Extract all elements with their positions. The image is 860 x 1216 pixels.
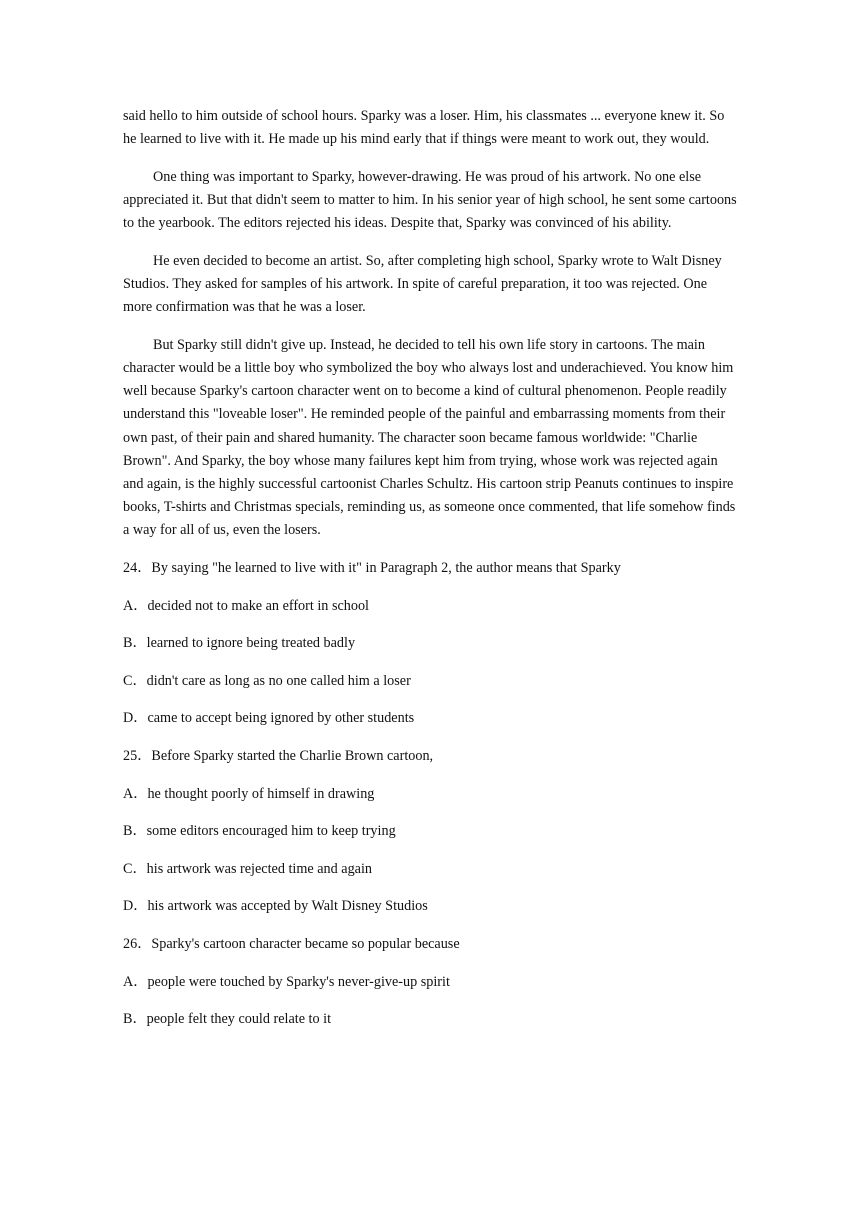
question-stem: By saying "he learned to live with it" in Paragraph 2, the author means that Sparky	[151, 560, 621, 577]
passage-paragraph: But Sparky still didn't give up. Instead, he decided to tell his own life story in cartoons. The main character would be a little boy who symbolized the boy who always lost and underachieved. You know him well because Sparky's cartoon character went on to become a kind of cultural phenomenon. People readily understand this "loveable loser". He reminded people of the painful and embarrassing moments from their own past, of their pain and shared humanity. The character soon became famous worldwide: "Charlie Brown". And Sparky, the boy whose many failures kept him from trying, whose work was rejected again and again, is the highly successful cartoonist Charles Schultz. His cartoon strip Peanuts continues to inspire books, T-shirts and Christmas specials, reminding us, as someone once commented, that life somehow finds a way for all of us, even the losers.	[123, 336, 736, 539]
option-text: decided not to make an effort in school	[147, 597, 369, 614]
option-25-b	[123, 820, 738, 843]
document-page	[123, 105, 738, 1046]
option-25-c	[123, 858, 738, 881]
option-label: D．	[123, 710, 148, 727]
passage-paragraph: said hello to him outside of school hours. Sparky was a loser. Him, his classmates ... everyone knew it. So he learned to live with it. He made up his mind early that if things were meant to work out, they would.	[123, 108, 725, 148]
option-text: didn't care as long as no one called him a loser	[146, 672, 411, 689]
option-text: learned to ignore being treated badly	[146, 635, 356, 652]
option-text: people felt they could relate to it	[146, 1011, 332, 1028]
option-label: D．	[123, 898, 148, 915]
option-text: his artwork was rejected time and again	[146, 860, 372, 877]
option-24-d	[123, 707, 738, 730]
passage-paragraph: He even decided to become an artist. So, after completing high school, Sparky wrote to Walt Disney Studios. They asked for samples of his artwork. In spite of careful preparation, it too was rejected. One more confirmation was that he was a loser.	[123, 252, 722, 316]
option-text: his artwork was accepted by Walt Disney Studios	[147, 898, 428, 915]
question-number: 25．	[123, 747, 152, 764]
question-number: 26．	[123, 935, 152, 952]
option-label: B．	[123, 1011, 147, 1028]
question-number: 24．	[123, 560, 152, 577]
option-text: people were touched by Sparky's never-give-up spirit	[147, 973, 450, 990]
option-25-d	[123, 895, 738, 918]
option-25-a	[123, 783, 738, 806]
option-label: B．	[123, 635, 147, 652]
option-26-b	[123, 1008, 738, 1031]
option-label: A．	[123, 973, 148, 990]
option-text: some editors encouraged him to keep trying	[146, 823, 396, 840]
question-26	[123, 933, 738, 956]
option-26-a	[123, 971, 738, 994]
option-text: came to accept being ignored by other students	[147, 710, 415, 727]
option-label: C．	[123, 672, 147, 689]
option-label: B．	[123, 823, 147, 840]
option-24-b	[123, 632, 738, 655]
passage-paragraph: One thing was important to Sparky, however-drawing. He was proud of his artwork. No one else appreciated it. But that didn't seem to matter to him. In his senior year of high school, he sent some cartoons to the yearbook. The editors rejected his ideas. Despite that, Sparky was convinced of his ability.	[123, 168, 737, 232]
option-label: A．	[123, 785, 148, 802]
question-stem: Sparky's cartoon character became so popular because	[151, 935, 460, 952]
question-25	[123, 745, 738, 768]
option-label: A．	[123, 597, 148, 614]
question-stem: Before Sparky started the Charlie Brown cartoon,	[151, 747, 434, 764]
question-24	[123, 557, 738, 580]
option-24-a	[123, 595, 738, 618]
option-label: C．	[123, 860, 147, 877]
option-24-c	[123, 670, 738, 693]
option-text: he thought poorly of himself in drawing	[147, 785, 375, 802]
